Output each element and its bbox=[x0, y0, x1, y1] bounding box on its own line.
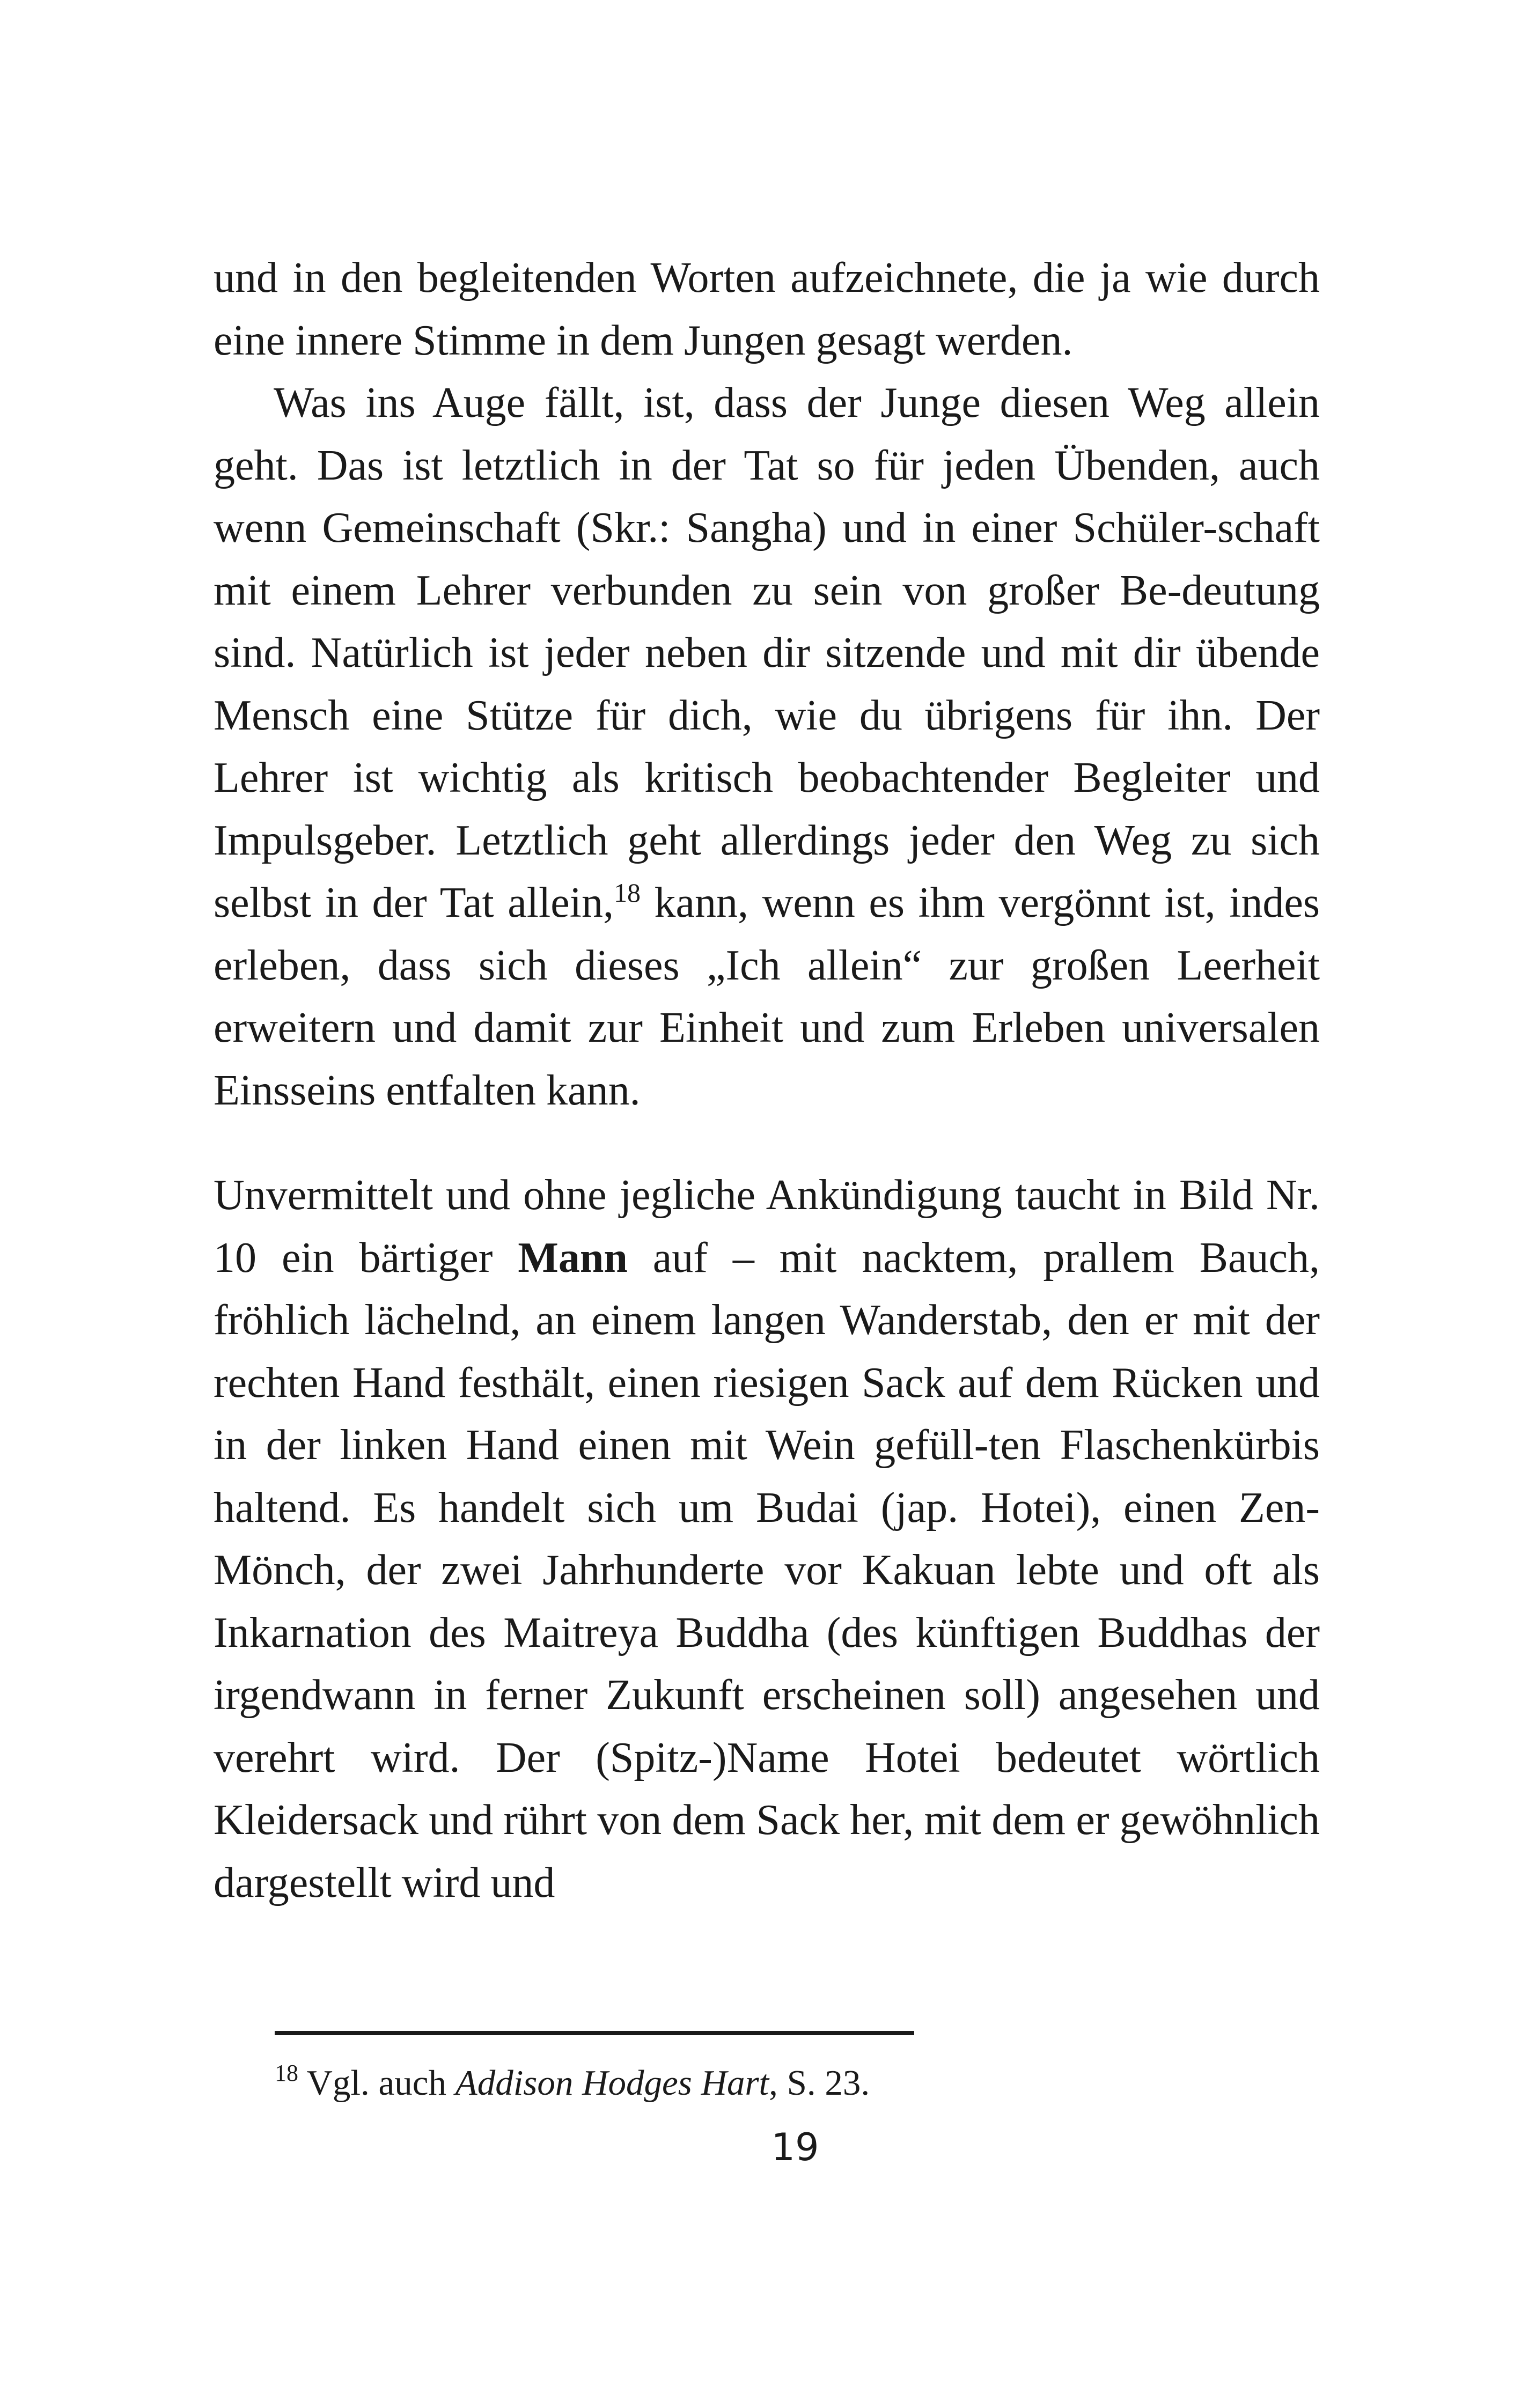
footnote bbox=[275, 2059, 1294, 2107]
paragraph-2 bbox=[214, 372, 1320, 1122]
footnote-prefix: Vgl. auch bbox=[298, 2063, 455, 2103]
bold-term: Mann bbox=[518, 1234, 628, 1282]
paragraph-3-text-a: Unvermittelt und ohne jegliche Ankündigung taucht in Bild Nr. 10 ein bärtiger bbox=[214, 1172, 1320, 1282]
page-number: 19 bbox=[771, 2125, 819, 2169]
text-block-lower bbox=[214, 1164, 1320, 1914]
footnote-divider bbox=[275, 2031, 914, 2035]
paragraph-2-text-b: kann, wenn es ihm vergönnt ist, indes erleben, dass sich dieses „Ich allein“ zur großen Leerheit erweitern und damit zur Einheit und zum Erleben universalen Einsseins entfalten kann. bbox=[214, 879, 1320, 1114]
footnote-reference: 18 bbox=[614, 878, 641, 908]
text-block-upper bbox=[214, 247, 1320, 1122]
paragraph-3-text-b: auf – mit nacktem, prallem Bauch, fröhlich lächelnd, an einem langen Wanderstab, den er mit der rechten Hand festhält, einen riesigen Sack auf dem Rücken und in der linken Hand einen mit Wein gefüll-ten Flaschenkürbis haltend. Es handelt sich um Budai (jap. Hotei), einen Zen-Mönch, der zwei Jahrhunderte vor Kakuan lebte und oft als Inkarnation des Maitreya Buddha (des künftigen Buddhas der irgendwann in ferner Zukunft erscheinen soll) angesehen und verehrt wird. Der (Spitz-)Name Hotei bedeutet wörtlich Kleidersack und rührt von dem Sack her, mit dem er gewöhnlich dargestellt wird und bbox=[214, 1234, 1320, 1906]
footnote-author: Addison Hodges Hart bbox=[455, 2063, 769, 2103]
paragraph-1: und in den begleitenden Worten aufzeichnete, die ja wie durch eine innere Stimme in dem Jungen gesagt werden. bbox=[214, 254, 1320, 364]
paragraph-3 bbox=[214, 1164, 1320, 1914]
footnote-suffix: , S. 23. bbox=[769, 2063, 870, 2103]
paragraph-2-text-a: Was ins Auge fällt, ist, dass der Junge diesen Weg allein geht. Das ist letztlich in der Tat so für jeden Übenden, auch wenn Gemeinschaft (Skr.: Sangha) und in einer Schüler-schaft mit einem Lehrer verbunden zu sein von großer Be-deutung sind. Natürlich ist jeder neben dir sitzende und mit dir übende Mensch eine Stütze für dich, wie du übrigens für ihn. Der Lehrer ist wichtig als kritisch beobachtender Begleiter und Impulsgeber. Letztlich geht allerdings jeder den Weg zu sich selbst in der Tat allein, bbox=[214, 379, 1320, 926]
footnote-number: 18 bbox=[275, 2060, 298, 2086]
